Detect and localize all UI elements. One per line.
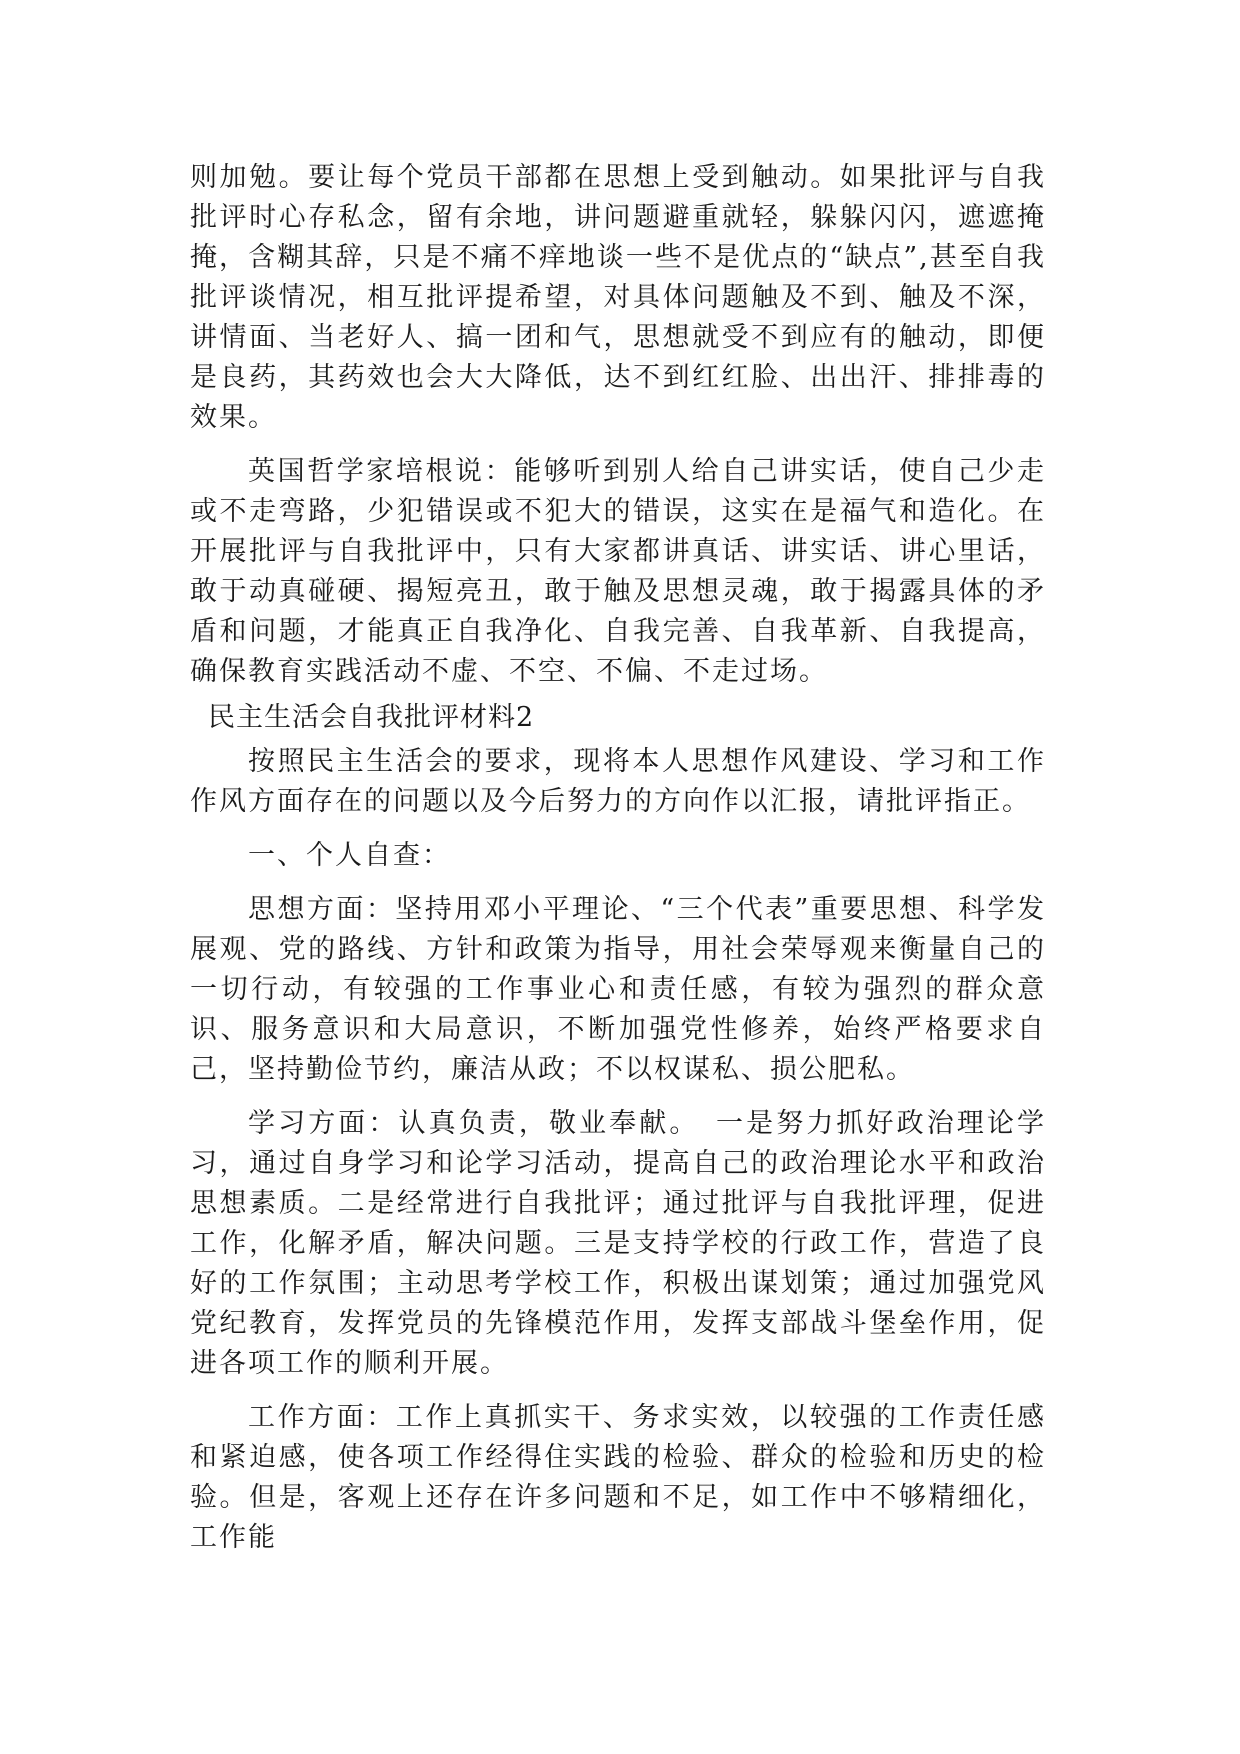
paragraph-criticism-continuation: 则加勉。要让每个党员干部都在思想上受到触动。如果批评与自我批评时心存私念，留有余地，讲问题避重就轻，躲躲闪闪，遮遮掩掩，含糊其辞，只是不痛不痒地谈一些不是优点的“缺点”,甚至自我批评谈情况，相互批评提希望，对具体问题触及不到、触及不深，讲情面、当老好人、搞一团和气，思想就受不到应有的触动，即便是良药，其药效也会大大降低，达不到红红脸、出出汗、排排毒的效果。	[190, 162, 1046, 433]
section-heading: 民主生活会自我批评材料2	[208, 702, 535, 733]
paragraph-ideology: 思想方面：坚持用邓小平理论、“三个代表”重要思想、科学发展观、党的路线、方针和政策为指导，用社会荣辱观来衡量自己的一切行动，有较强的工作事业心和责任感，有较为强烈的群众意识、服务意识和大局意识，不断加强党性修养，始终严格要求自己，坚持勤俭节约，廉洁从政；不以权谋私、损公肥私。	[190, 894, 1046, 1085]
paragraph-self-check-heading: 一、个人自查：	[248, 840, 451, 871]
paragraph-study: 学习方面：认真负责，敬业奉献。 一是努力抓好政治理论学习，通过自身学习和论学习活动，提高自己的政治理论水平和政治思想素质。二是经常进行自我批评；通过批评与自我批评理，促进工作，化解矛盾，解决问题。三是支持学校的行政工作，营造了良好的工作氛围；主动思考学校工作，积极出谋划策；通过加强党风党纪教育，发挥党员的先锋模范作用，发挥支部战斗堡垒作用，促进各项工作的顺利开展。	[190, 1108, 1046, 1379]
paragraph-work: 工作方面：工作上真抓实干、务求实效，以较强的工作责任感和紧迫感，使各项工作经得住实践的检验、群众的检验和历史的检验。但是，客观上还存在许多问题和不足，如工作中不够精细化，工作能	[190, 1402, 1046, 1553]
paragraph-introduction: 按照民主生活会的要求，现将本人思想作风建设、学习和工作作风方面存在的问题以及今后努力的方向作以汇报，请批评指正。	[190, 746, 1046, 817]
paragraph-bacon-quote: 英国哲学家培根说：能够听到别人给自己讲实话，使自己少走或不走弯路，少犯错误或不犯大的错误，这实在是福气和造化。在开展批评与自我批评中，只有大家都讲真话、讲实话、讲心里话，敢于动真碰硬、揭短亮丑，敢于触及思想灵魂，敢于揭露具体的矛盾和问题，才能真正自我净化、自我完善、自我革新、自我提高，确保教育实践活动不虚、不空、不偏、不走过场。	[190, 456, 1046, 687]
document-body	[190, 158, 1046, 1558]
